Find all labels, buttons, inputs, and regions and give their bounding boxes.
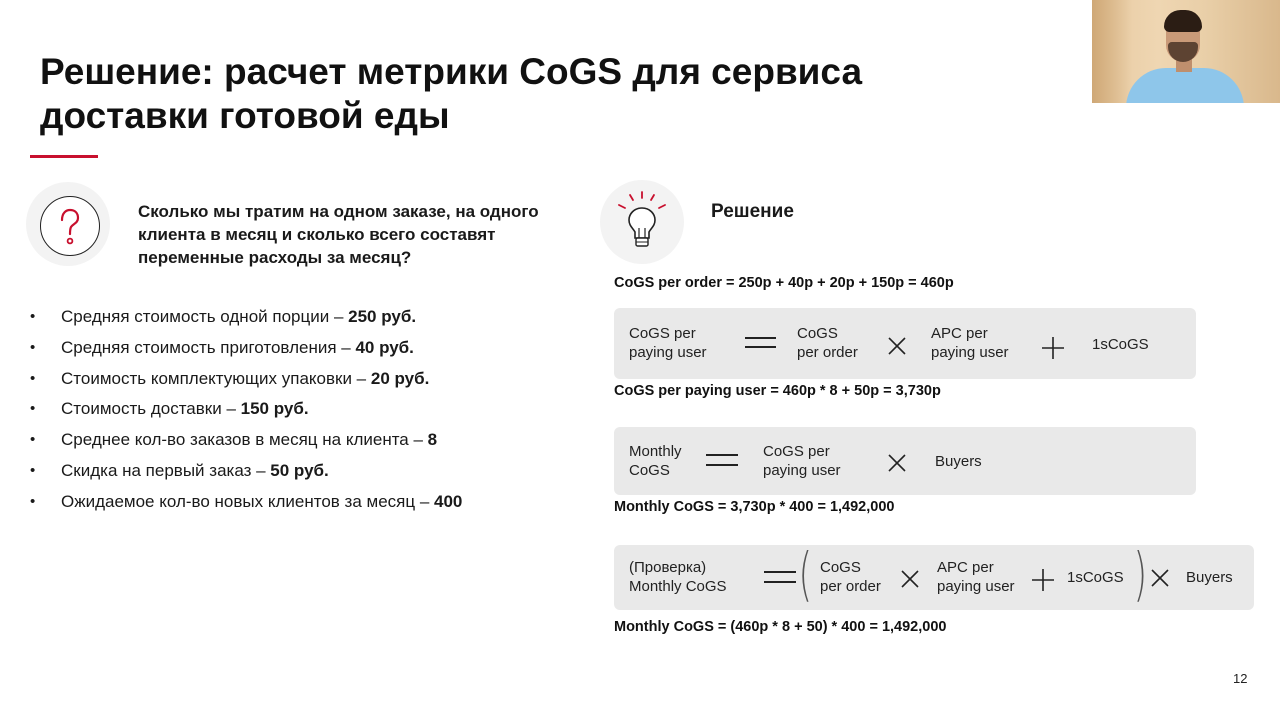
plus-icon (1031, 568, 1055, 592)
slide-title: Решение: расчет метрики CoGS для сервиса доставки готовой еды (40, 51, 863, 136)
list-item: • Средняя стоимость приготовления – 40 руб. (30, 333, 462, 364)
presenter-shirt (1126, 68, 1244, 103)
question-text: Сколько мы тратим на одном заказе, на одного клиента в месяц и сколько всего составят переменные расходы за месяц? (138, 202, 539, 267)
list-item: • Скидка на первый заказ – 50 руб. (30, 456, 462, 487)
presenter-webcam (1092, 0, 1280, 103)
formula-term: Buyers (1186, 569, 1233, 586)
question-mark-icon (26, 182, 110, 266)
list-item: • Стоимость доставки – 150 руб. (30, 394, 462, 425)
equals-icon (706, 454, 738, 456)
equals-icon (764, 571, 796, 573)
multiply-icon (1151, 569, 1169, 587)
list-item: • Стоимость комплектующих упаковки – 20 руб. (30, 364, 462, 395)
webcam-background (1092, 0, 1132, 103)
formula-term: 1sCoGS (1092, 336, 1149, 353)
formula-term: CoGS per paying user (763, 443, 841, 479)
formula-cogs-per-paying-user: CoGS per paying user = 460р * 8 + 50р = 3,730р (614, 383, 941, 399)
page-number: 12 (1233, 671, 1248, 686)
plus-icon (1041, 336, 1065, 360)
formula-term: CoGS per order (797, 325, 858, 361)
close-parenthesis: ) (1133, 540, 1148, 608)
open-parenthesis: ( (798, 540, 813, 608)
formula-term: APC per paying user (931, 325, 1009, 361)
list-item: • Средняя стоимость одной порции – 250 руб. (30, 302, 462, 333)
lightbulb-icon (600, 180, 684, 264)
formula-term: APC per paying user (937, 559, 1015, 595)
multiply-icon (888, 337, 906, 355)
formula-box-monthly-cogs (614, 427, 1196, 495)
list-item: • Среднее кол-во заказов в месяц на клиента – 8 (30, 425, 462, 456)
formula-lhs: Monthly CoGS (629, 443, 682, 479)
formula-cogs-per-order: CoGS per order = 250р + 40р + 20р + 150р = 460р (614, 275, 954, 291)
equals-icon (745, 337, 776, 339)
equals-icon (745, 346, 776, 348)
multiply-icon (888, 454, 906, 472)
formula-box-cogs-per-paying-user (614, 308, 1196, 379)
presenter-hair (1164, 10, 1202, 32)
title-accent-line (30, 155, 98, 158)
formula-monthly-cogs: Monthly CoGS = 3,730р * 400 = 1,492,000 (614, 499, 895, 515)
equals-icon (706, 464, 738, 466)
solution-heading: Решение (711, 201, 794, 222)
formula-term: 1sCoGS (1067, 569, 1124, 586)
multiply-icon (901, 570, 919, 588)
list-item: • Ожидаемое кол-во новых клиентов за месяц – 400 (30, 487, 462, 518)
formula-lhs: (Проверка) Monthly CoGS (629, 559, 727, 595)
formula-box-monthly-cogs-check (614, 540, 1254, 610)
formula-term: CoGS per order (820, 559, 881, 595)
formula-lhs: CoGS per paying user (629, 325, 707, 361)
formula-term: Buyers (935, 453, 982, 470)
equals-icon (764, 581, 796, 583)
input-data-list (30, 302, 462, 518)
formula-monthly-cogs-check: Monthly CoGS = (460р * 8 + 50) * 400 = 1,492,000 (614, 619, 947, 635)
